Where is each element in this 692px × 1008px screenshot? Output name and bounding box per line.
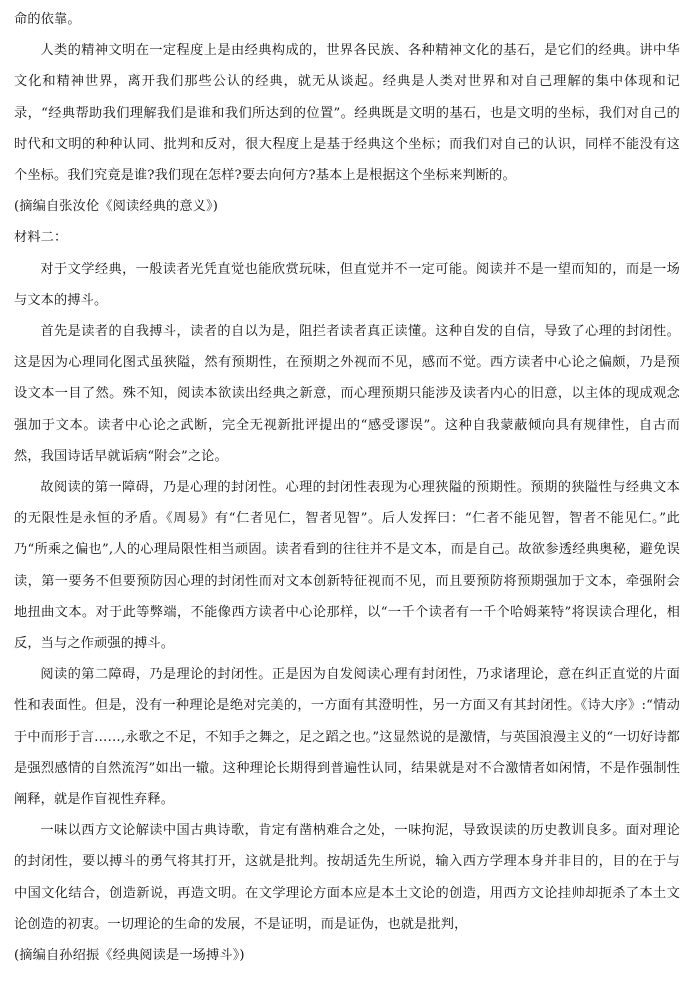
material-two-source: (摘编自孙绍振《经典阅读是一场搏斗》) <box>14 948 245 964</box>
material-two-paragraph-4: 阅读的第二障碍，乃是理论的封闭性。正是因为自发阅读心理有封闭性，乃求诸理论，意在纠正直觉的片面性和表面性。但是，没有一种理论是绝对完美的，一方面有其澄明性，另一方面又有其封闭性。《诗大序》:“情动于中而形于言……,永歌之不足，不知手之舞之，足之蹈之也。”这显然说的是激情，与英国浪漫主义的“一切好诗都是强烈感情的自然流泻”如出一辙。这种理论长期得到普遍性认同，结果就是对不合激情者如闲情，不是作强制性阐释，就是作盲视性弃释。 <box>14 667 680 808</box>
material-two-heading: 材料二： <box>14 230 68 246</box>
opening-fragment: 命的依靠。 <box>14 12 81 27</box>
material-two-paragraph-5: 一味以西方文论解读中国古典诗歌，肯定有凿枘难合之处，一味拘泥，导致误读的历史教训良多。面对理论的封闭性，要以搏斗的勇气将其打开，这就是批判。按胡适先生所说，输入西方学理本身并非目的，目的在于与中国文化结合，创造新说，再造文明。在文学理论方面本应是本土文论的创造，用西方文论挂帅却扼杀了本土文论创造的初衷。一切理论的生命的发展，不是证明，而是证伪，也就是批判， <box>14 823 680 932</box>
material-two-paragraph-3: 故阅读的第一障碍，乃是心理的封闭性。心理的封闭性表现为心理狭隘的预期性。预期的狭隘性与经典文本的无限性是永恒的矛盾。《周易》有“仁者见仁，智者见智”。后人发挥曰：“仁者不能见智，智者不能见仁。”此乃“所乘之偏也”,人的心理局限性相当顽固。读者看到的往往并不是文本，而是自己。故欲参透经典奥秘，避免误读，第一要务不但要预防因心理的封闭性而对文本创新特征视而不见，而且要预防将预期强加于文本，牵强附会地扭曲文本。对于此等弊端，不能像西方读者中心论那样，以“一千个读者有一千个哈姆莱特”将误读合理化，相反，当与之作顽强的搏斗。 <box>14 480 680 652</box>
material-two-paragraph-1: 对于文学经典，一般读者光凭直觉也能欣赏玩味，但直觉并不一定可能。阅读并不是一望而知的，而是一场与文本的搏斗。 <box>14 261 680 308</box>
document-page <box>14 4 680 971</box>
material-one-paragraph: 人类的精神文明在一定程度上是由经典构成的，世界各民族、各种精神文化的基石，是它们的经典。讲中华文化和精神世界，离开我们那些公认的经典，就无从谈起。经典是人类对世界和对自己理解的集中体现和记录，“经典帮助我们理解我们是谁和我们所达到的位置”。经典既是文明的基石，也是文明的坐标，我们对自己的时代和文明的种种认同、批判和反对，很大程度上是基于经典这个坐标；而我们对自己的认识，同样不能没有这个坐标。我们究竟是谁?我们现在怎样?要去向何方?基本上是根据这个坐标来判断的。 <box>14 43 680 184</box>
material-two-paragraph-2: 首先是读者的自我搏斗，读者的自以为是，阻拦者读者真正读懂。这种自发的自信，导致了心理的封闭性。这是因为心理同化图式虽狭隘，然有预期性，在预期之外视而不见，感而不觉。西方读者中心论之偏颇，乃是预设文本一目了然。殊不知，阅读本欲读出经典之新意，而心理预期只能涉及读者内心的旧意，以主体的现成观念强加于文本。读者中心论之武断，完全无视新批评提出的“感受谬误”。这种自我蒙蔽倾向具有规律性，自古而然，我国诗话早就诟病“附会”之论。 <box>14 324 680 464</box>
material-one-source: (摘编自张汝伦《阅读经典的意义》) <box>14 199 219 215</box>
